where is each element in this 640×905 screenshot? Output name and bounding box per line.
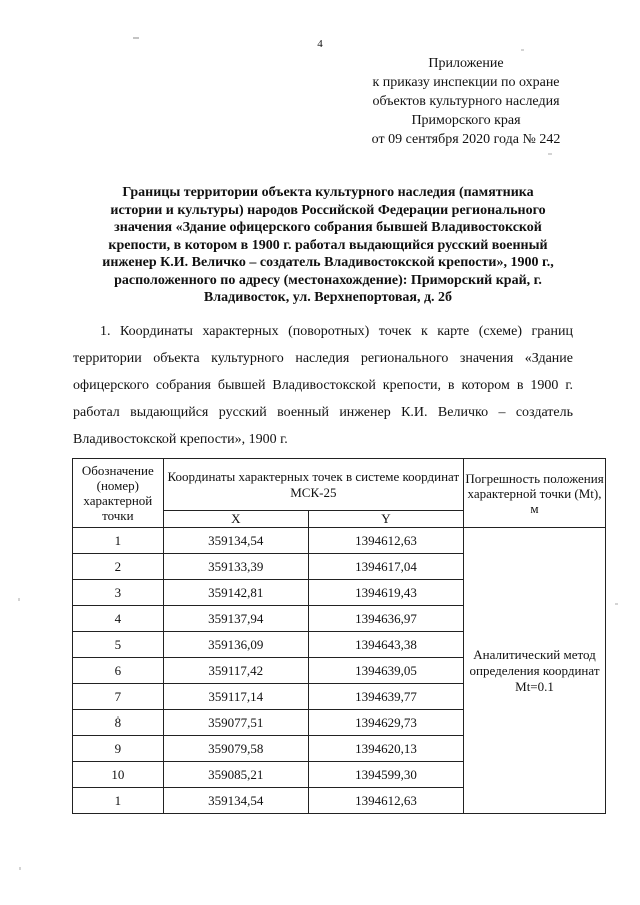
appendix-line: к приказу инспекции по охране <box>372 75 560 90</box>
paragraph-text: 1. Координаты характерных (поворотных) точек к карте (схеме) границ территории объекта культурного наследия регионального значения «Здание офицерского собрания бывшей Владивостокской крепости, в котором в 1900 г. работал выдающийся русский военный инженер К.И. Величко – создатель Владивостокской крепости», 1900 г. <box>73 324 573 447</box>
appendix-line: от 09 сентября 2020 года № 242 <box>371 132 561 147</box>
method-value: Mt=0.1 <box>515 678 554 694</box>
header-coordinates: Координаты характерных точек в системе координат МСК-25 <box>163 459 463 511</box>
cell-y: 1394629,73 <box>308 710 463 736</box>
cell-x: 359077,51 <box>163 710 308 736</box>
cell-y: 1394612,63 <box>308 788 463 814</box>
coordinates-table <box>72 458 606 814</box>
cell-x: 359134,54 <box>163 788 308 814</box>
cell-point-number: 3 <box>73 580 164 606</box>
cell-x: 359134,54 <box>163 528 308 554</box>
cell-y: 1394612,63 <box>308 528 463 554</box>
cell-x: 359136,09 <box>163 632 308 658</box>
cell-point-number: 9 <box>73 736 164 762</box>
cell-x: 359117,42 <box>163 658 308 684</box>
method-text: Аналитический метод определения координат <box>469 646 600 678</box>
cell-x: 359133,39 <box>163 554 308 580</box>
cell-x: 359085,21 <box>163 762 308 788</box>
cell-y: 1394643,38 <box>308 632 463 658</box>
cell-y: 1394620,13 <box>308 736 463 762</box>
cell-y: 1394639,77 <box>308 684 463 710</box>
cell-y: 1394619,43 <box>308 580 463 606</box>
cell-point-number: 5 <box>73 632 164 658</box>
cell-point-number: 1 <box>73 788 164 814</box>
coordinates-paragraph <box>73 318 573 453</box>
cell-point-number: 10 <box>73 762 164 788</box>
cell-x: 359079,58 <box>163 736 308 762</box>
cell-y: 1394639,05 <box>308 658 463 684</box>
table-row <box>73 528 606 554</box>
header-y: Y <box>308 511 463 528</box>
cell-x: 359142,81 <box>163 580 308 606</box>
cell-x: 359117,14 <box>163 684 308 710</box>
cell-x: 359137,94 <box>163 606 308 632</box>
cell-point-number: 1 <box>73 528 164 554</box>
appendix-header <box>356 54 576 149</box>
cell-error-method <box>464 528 606 814</box>
appendix-line: Приложение <box>428 56 504 71</box>
cell-point-number: 2 <box>73 554 164 580</box>
document-title: Границы территории объекта культурного наследия (памятника истории и культуры) народов Российской Федерации регионального значения «Здание офицерского собрания бывшей Владивостокской крепости, в котором в 1900 г. работал выдающийся русский военный инженер К.И. Величко – создатель Владивостокской крепости», 1900 г., расположенного по адресу (местонахождение): Приморский край, г. Владивосток, ул. Верхнепортовая, д. 2б <box>102 185 554 305</box>
header-point-number: Обозначение (номер) характерной точки <box>73 459 164 528</box>
appendix-line: Приморского края <box>411 113 521 128</box>
cell-point-number: 4 <box>73 606 164 632</box>
cell-point-number: 6 <box>73 658 164 684</box>
cell-y: 1394617,04 <box>308 554 463 580</box>
cell-point-number: 8 <box>73 710 164 736</box>
cell-point-number: 7 <box>73 684 164 710</box>
header-error: Погрешность положения характерной точки (Mt), м <box>464 459 606 528</box>
appendix-line: объектов культурного наследия <box>372 94 560 109</box>
cell-y: 1394599,30 <box>308 762 463 788</box>
cell-y: 1394636,97 <box>308 606 463 632</box>
header-x: X <box>163 511 308 528</box>
page-number: 4 <box>317 38 323 50</box>
